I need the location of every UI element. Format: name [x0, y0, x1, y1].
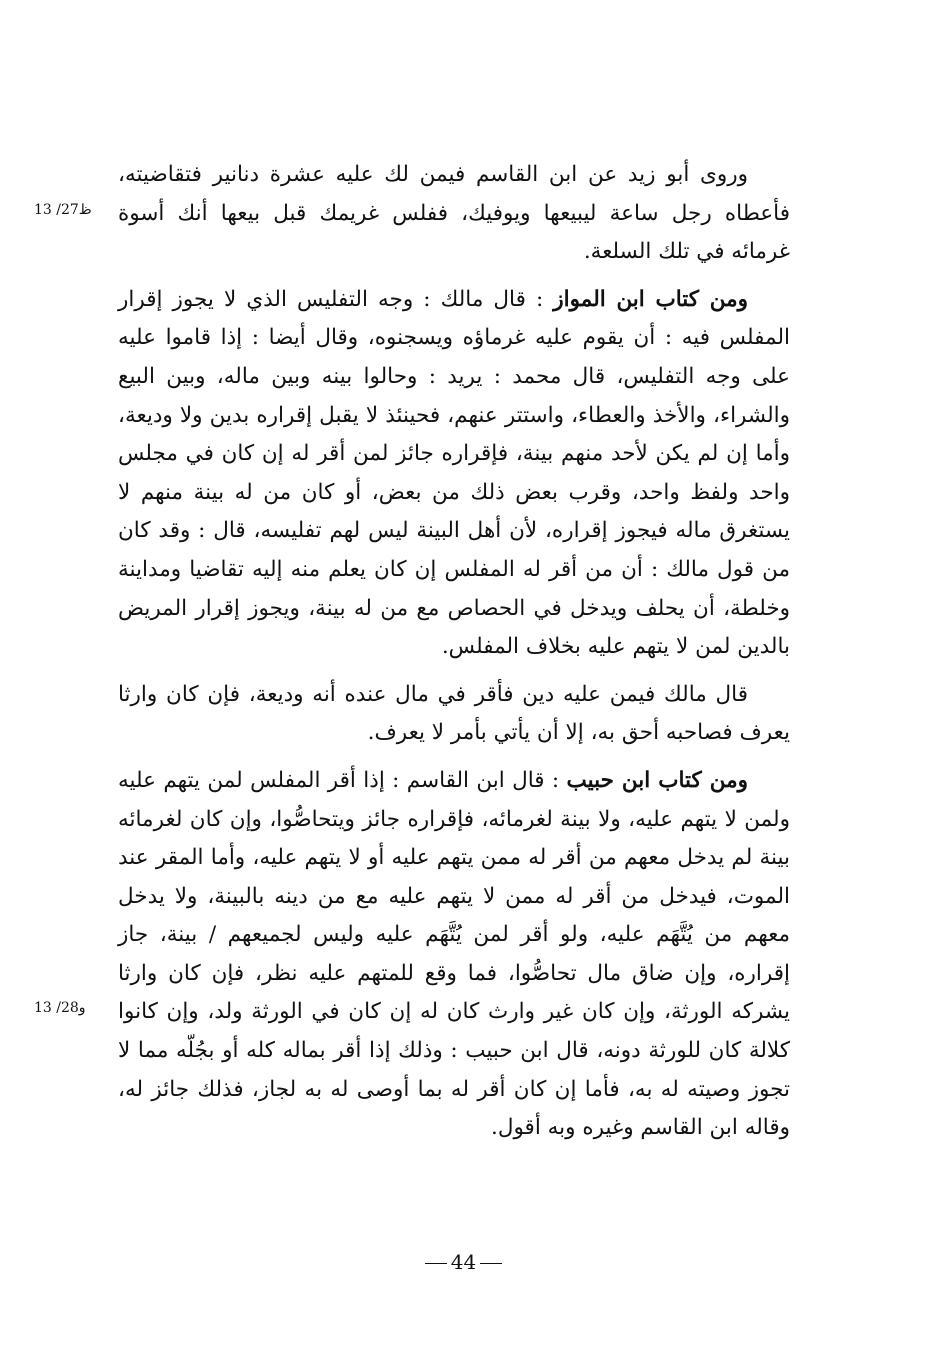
- paragraph: [118, 676, 790, 753]
- page-number-value: 44: [450, 1250, 477, 1274]
- main-text: [118, 156, 790, 1157]
- margin-reference: 13 /27ظ: [34, 202, 92, 218]
- paragraph-heading: ومن كتاب ابن حبيب: [566, 767, 749, 793]
- paragraph: [118, 281, 790, 667]
- paragraph: [118, 156, 790, 272]
- dash-right: [480, 1263, 502, 1264]
- paragraph-text: : قال مالك : وجه التفليس الذي لا يجوز إقرار المفلس فيه : أن يقوم عليه غرماؤه ويسجنوه، وقال أيضا : إذا قاموا عليه على وجه التفليس، قال محمد : يريد : وحالوا بينه وبين ماله، وبين البيع والشراء، والأخذ والعطاء، واستتر عنهم، فحينئذ لا يقبل إقراره بدين ولا وديعة، وأما إن لم يكن لأحد منهم بينة، فإقراره جائز لمن أقر له إن كان في مجلس واحد ولفظ واحد، وقرب بعض ذلك من بعض، أو كان من له بينة منهم لا يستغرق ماله فيجوز إقراره، لأن أهل البينة ليس لهم تفليسه، قال : وقد كان من قول مالك : أن من أقر له المفلس إن كان يعلم منه إليه تقاضيا ومداينة وخلطة، أن يحلف ويدخل في الحصاص مع من له بينة، ويجوز إقرار المريض بالدين لمن لا يتهم عليه بخلاف المفلس.: [118, 286, 790, 660]
- paragraph: [118, 762, 790, 1148]
- paragraph-text: : قال ابن القاسم : إذا أقر المفلس لمن يتهم عليه ولمن لا يتهم عليه، ولا بينة لغرمائه، فإقراره جائز ويتحاصُّوا، وإن كان لغرمائه بينة لم يدخل معهم من أقر له ممن يتهم عليه أو لا يتهم عليه، وأما المقر عند الموت، فيدخل من أقر له ممن لا يتهم عليه مع من دينه بالبينة، ولا يدخل معهم من يُتَّهَم عليه، ولو أقر لمن يُتَّهَم عليه وليس لجميعهم / بينة، جاز إقراره، وإن ضاق مال تحاصُّوا، فما وقع للمتهم عليه نظر، فإن كان وارثا يشركه الورثة، وإن كان غير وارث كان له إن كان في الورثة ولد، وإن كانوا كلالة كان للورثة دونه، قال ابن حبيب : وذلك إذا أقر بماله كله أو بجُلّه مما لا تجوز وصيته له به، فأما إن كان أقر له بما أوصى له به لجاز، فذلك جائز له، وقاله ابن القاسم وغيره وبه أقول.: [118, 767, 790, 1141]
- dash-left: [425, 1263, 447, 1264]
- paragraph-heading: ومن كتاب ابن المواز: [553, 286, 749, 312]
- margin-reference: 13 /28و: [34, 1000, 86, 1016]
- paragraph-text: وروى أبو زيد عن ابن القاسم فيمن لك عليه عشرة دنانير فتقاضيته، فأعطاه رجل ساعة ليبيعها ويوفيك، ففلس غريمك قبل بيعها أنك أسوة غرمائه في تلك السلعة.: [118, 162, 790, 265]
- paragraph-text: قال مالك فيمن عليه دين فأقر في مال عنده أنه وديعة، فإن كان وارثا يعرف فصاحبه أحق به، إلا أن يأتي بأمر لا يعرف.: [118, 681, 790, 746]
- page-number: [0, 1250, 927, 1274]
